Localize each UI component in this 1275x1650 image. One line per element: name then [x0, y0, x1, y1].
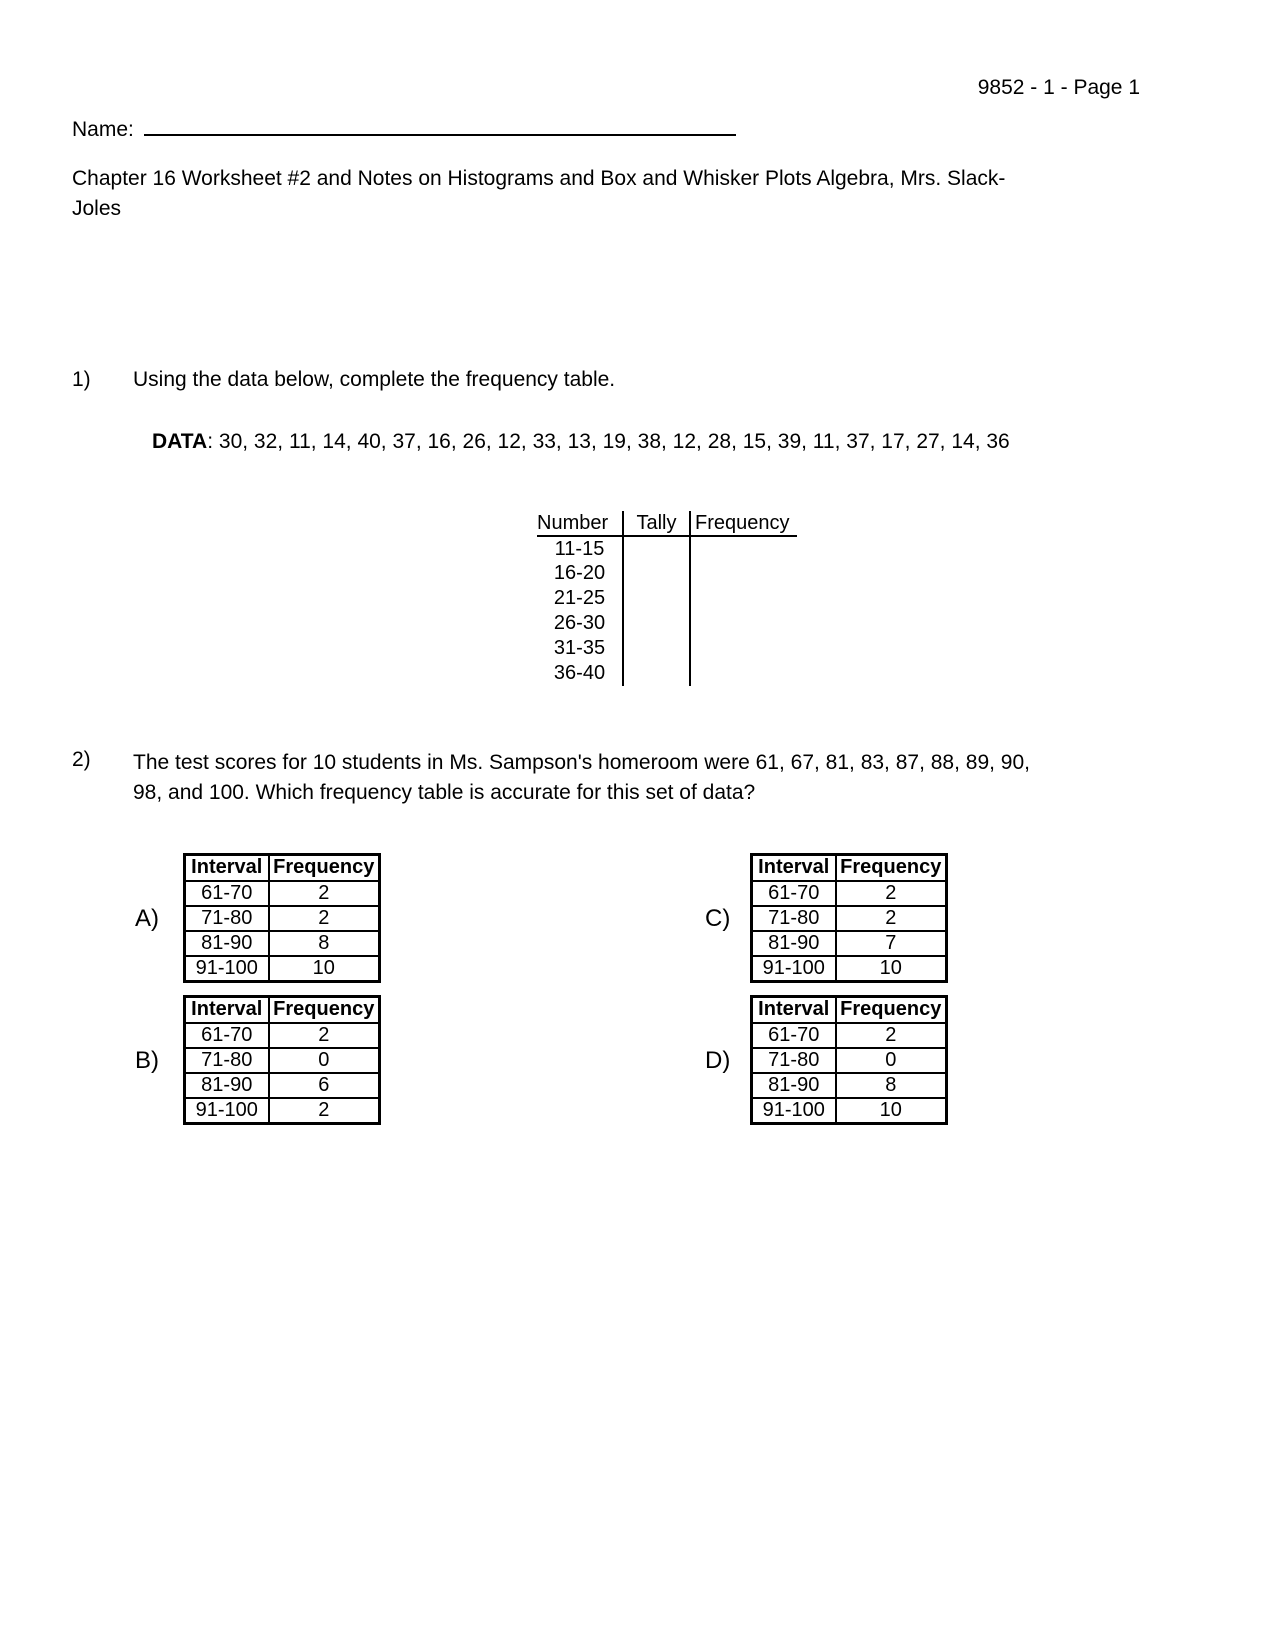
- table-row: [185, 1023, 380, 1048]
- table-row: [537, 636, 797, 661]
- question-1-data-line: [152, 430, 1010, 454]
- name-label: Name:: [72, 118, 134, 141]
- interval-cell: 91-100: [752, 1098, 836, 1124]
- frequency-column-header: Frequency: [836, 855, 947, 881]
- table-row: [752, 1073, 947, 1098]
- table-header-row: [752, 855, 947, 881]
- table-row: [537, 661, 797, 686]
- tally-cell: [623, 536, 690, 561]
- interval-cell: 91-100: [185, 956, 269, 982]
- name-row: [72, 112, 736, 142]
- option-a-label: A): [135, 905, 159, 932]
- option-c-table: [750, 853, 948, 983]
- worksheet-title: [72, 164, 1162, 224]
- option-d-table: [750, 995, 948, 1125]
- interval-cell: 31-35: [537, 636, 623, 661]
- tally-cell: [623, 636, 690, 661]
- q1-frequency-table: [537, 511, 797, 686]
- frequency-cell: 2: [836, 906, 947, 931]
- interval-column-header: Interval: [752, 997, 836, 1023]
- interval-cell: 61-70: [185, 881, 269, 906]
- frequency-column-header: Frequency: [836, 997, 947, 1023]
- frequency-cell: [690, 661, 797, 686]
- interval-column-header: Interval: [752, 855, 836, 881]
- interval-cell: 26-30: [537, 611, 623, 636]
- interval-cell: 91-100: [752, 956, 836, 982]
- frequency-cell: 2: [836, 1023, 947, 1048]
- question-2-prompt: [133, 748, 1030, 808]
- frequency-cell: 2: [269, 906, 380, 931]
- frequency-cell: [690, 611, 797, 636]
- interval-cell: 61-70: [752, 1023, 836, 1048]
- frequency-cell: 2: [269, 881, 380, 906]
- interval-cell: 71-80: [185, 1048, 269, 1073]
- table-row: [752, 1023, 947, 1048]
- interval-column-header: Interval: [185, 855, 269, 881]
- interval-cell: 91-100: [185, 1098, 269, 1124]
- frequency-cell: 8: [836, 1073, 947, 1098]
- table-header-row: [185, 997, 380, 1023]
- frequency-column-header: Frequency: [690, 511, 797, 536]
- tally-cell: [623, 561, 690, 586]
- question-2-prompt-line1: The test scores for 10 students in Ms. Sampson's homeroom were 61, 67, 81, 83, 87, 88, 89, 90,: [133, 751, 1030, 774]
- interval-cell: 71-80: [185, 906, 269, 931]
- frequency-cell: 0: [269, 1048, 380, 1073]
- table-row: [537, 611, 797, 636]
- interval-cell: 61-70: [752, 881, 836, 906]
- frequency-column-header: Frequency: [269, 997, 380, 1023]
- option-d-label: D): [705, 1047, 731, 1074]
- option-b-label: B): [135, 1047, 159, 1074]
- tally-column-header: Tally: [623, 511, 690, 536]
- worksheet-title-line1: Chapter 16 Worksheet #2 and Notes on Histograms and Box and Whisker Plots Algebra, Mrs. Slack-: [72, 167, 1006, 190]
- table-row: [185, 1048, 380, 1073]
- question-1-number: 1): [72, 368, 91, 391]
- interval-cell: 16-20: [537, 561, 623, 586]
- question-2-prompt-line2: 98, and 100. Which frequency table is accurate for this set of data?: [133, 781, 756, 804]
- frequency-column-header: Frequency: [269, 855, 380, 881]
- frequency-cell: 6: [269, 1073, 380, 1098]
- interval-column-header: Interval: [185, 997, 269, 1023]
- table-row: [185, 931, 380, 956]
- data-values: : 30, 32, 11, 14, 40, 37, 16, 26, 12, 33, 13, 19, 38, 12, 28, 15, 39, 11, 37, 17, 27, 14, 36: [207, 430, 1010, 453]
- interval-cell: 36-40: [537, 661, 623, 686]
- name-blank-line: [144, 112, 736, 136]
- question-1-prompt: Using the data below, complete the frequency table.: [133, 368, 616, 391]
- option-a-table: [183, 853, 381, 983]
- tally-cell: [623, 661, 690, 686]
- tally-cell: [623, 586, 690, 611]
- table-row: [752, 1048, 947, 1073]
- table-row: [185, 1098, 380, 1124]
- table-row: [185, 956, 380, 982]
- table-row: [752, 956, 947, 982]
- interval-cell: 81-90: [185, 1073, 269, 1098]
- table-header-row: [185, 855, 380, 881]
- interval-cell: 81-90: [752, 931, 836, 956]
- table-header-row: [537, 511, 797, 536]
- frequency-cell: 2: [269, 1098, 380, 1124]
- table-row: [537, 586, 797, 611]
- interval-cell: 21-25: [537, 586, 623, 611]
- interval-cell: 81-90: [185, 931, 269, 956]
- number-column-header: Number: [537, 511, 623, 536]
- frequency-cell: 10: [269, 956, 380, 982]
- frequency-cell: [690, 536, 797, 561]
- frequency-cell: [690, 561, 797, 586]
- worksheet-title-line2: Joles: [72, 197, 122, 220]
- interval-cell: 71-80: [752, 906, 836, 931]
- interval-cell: 61-70: [185, 1023, 269, 1048]
- interval-cell: 71-80: [752, 1048, 836, 1073]
- table-row: [752, 931, 947, 956]
- table-row: [537, 536, 797, 561]
- page-number: 9852 - 1 - Page 1: [977, 76, 1140, 99]
- frequency-cell: 0: [836, 1048, 947, 1073]
- table-row: [752, 881, 947, 906]
- frequency-cell: 8: [269, 931, 380, 956]
- tally-cell: [623, 611, 690, 636]
- table-row: [185, 906, 380, 931]
- frequency-cell: 7: [836, 931, 947, 956]
- table-row: [752, 1098, 947, 1124]
- data-label: DATA: [152, 430, 208, 453]
- table-row: [185, 881, 380, 906]
- table-row: [537, 561, 797, 586]
- frequency-cell: [690, 586, 797, 611]
- frequency-cell: 2: [269, 1023, 380, 1048]
- frequency-cell: 10: [836, 956, 947, 982]
- table-header-row: [752, 997, 947, 1023]
- table-row: [185, 1073, 380, 1098]
- interval-cell: 81-90: [752, 1073, 836, 1098]
- question-2-number: 2): [72, 748, 91, 771]
- table-row: [752, 906, 947, 931]
- frequency-cell: 2: [836, 881, 947, 906]
- option-c-label: C): [705, 905, 731, 932]
- frequency-cell: [690, 636, 797, 661]
- frequency-cell: 10: [836, 1098, 947, 1124]
- interval-cell: 11-15: [537, 536, 623, 561]
- option-b-table: [183, 995, 381, 1125]
